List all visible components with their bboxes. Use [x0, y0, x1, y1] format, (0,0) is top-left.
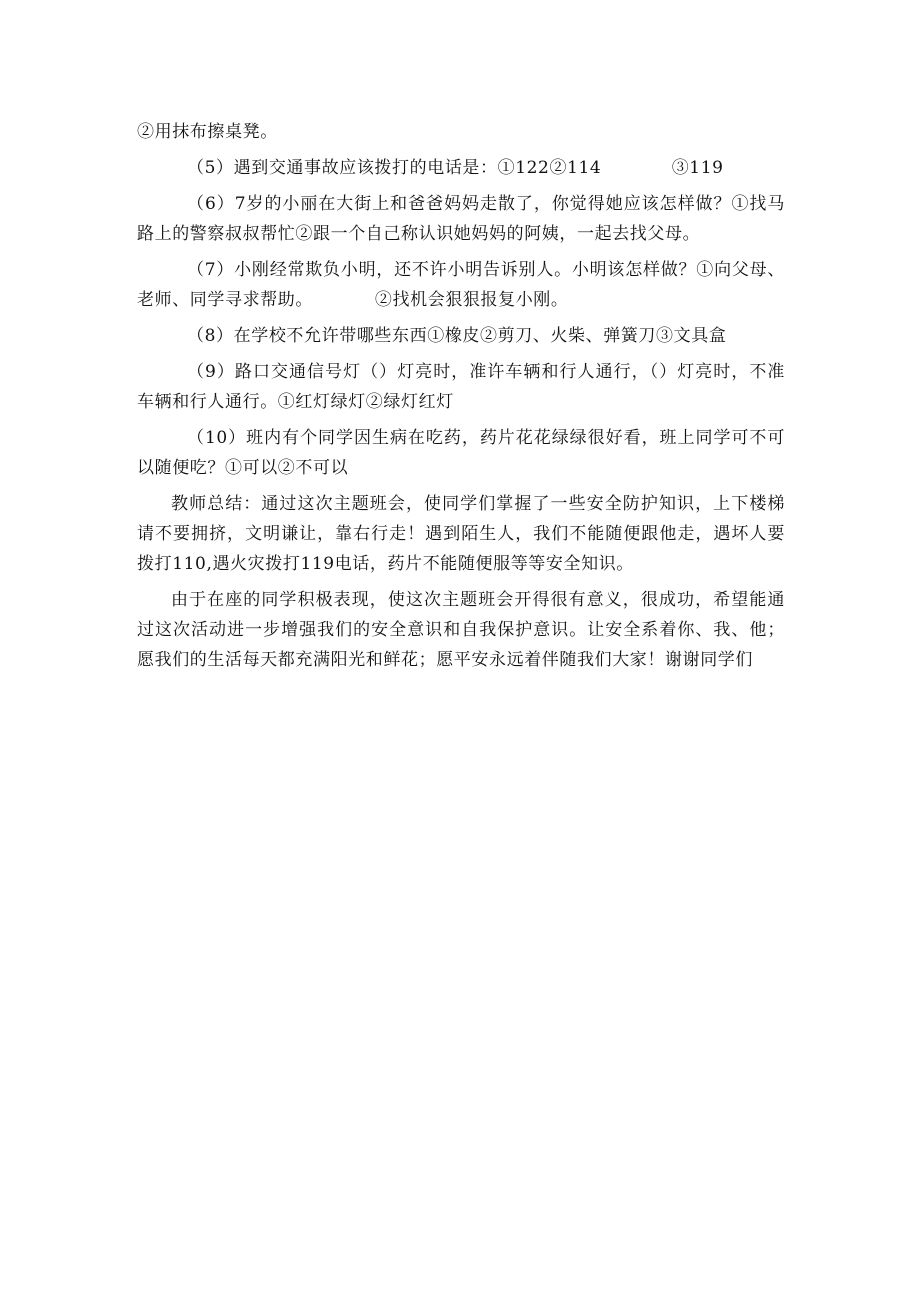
question-6: （6）7岁的小丽在大街上和爸爸妈妈走散了，你觉得她应该怎样做？①找马路上的警察叔叔帮忙②跟一个自己称认识她妈妈的阿姨，一起去找父母。	[137, 194, 785, 244]
question-8: （8）在学校不允许带哪些东西①橡皮②剪刀、火柴、弹簧刀③文具盒	[187, 326, 727, 346]
question-9: （9）路口交通信号灯（）灯亮时，准许车辆和行人通行，（）灯亮时，不准车辆和行人通行。①红灯绿灯②绿灯红灯	[137, 362, 785, 412]
question-7: （7）小刚经常欺负小明，还不许小明告诉别人。小明该怎样做？①向父母、老师、同学寻求帮助。 ②找机会狠狠报复小刚。	[137, 260, 785, 310]
teacher-summary: 教师总结：通过这次主题班会，使同学们掌握了一些安全防护知识，上下楼梯请不要拥挤，文明谦让，靠右行走！遇到陌生人，我们不能随便跟他走，遇坏人要拨打110,遇火灾拨打119电话，药片不能随便服等等安全知识。	[137, 494, 785, 574]
document-body	[137, 117, 785, 681]
closing-remarks: 由于在座的同学积极表现，使这次主题班会开得很有意义，很成功，希望能通过这次活动进一步增强我们的安全意识和自我保护意识。让安全系着你、我、他；愿我们的生活每天都充满阳光和鲜花；愿平安永远着伴随我们大家！谢谢同学们	[137, 590, 785, 670]
question-5: （5）遇到交通事故应该拨打的电话是：①122②114 ③119	[187, 158, 724, 178]
question-10: （10）班内有个同学因生病在吃药，药片花花绿绿很好看，班上同学可不可以随便吃？①可以②不可以	[137, 428, 785, 478]
paragraph-item-4-continuation: ②用抹布擦桌凳。	[137, 122, 278, 142]
